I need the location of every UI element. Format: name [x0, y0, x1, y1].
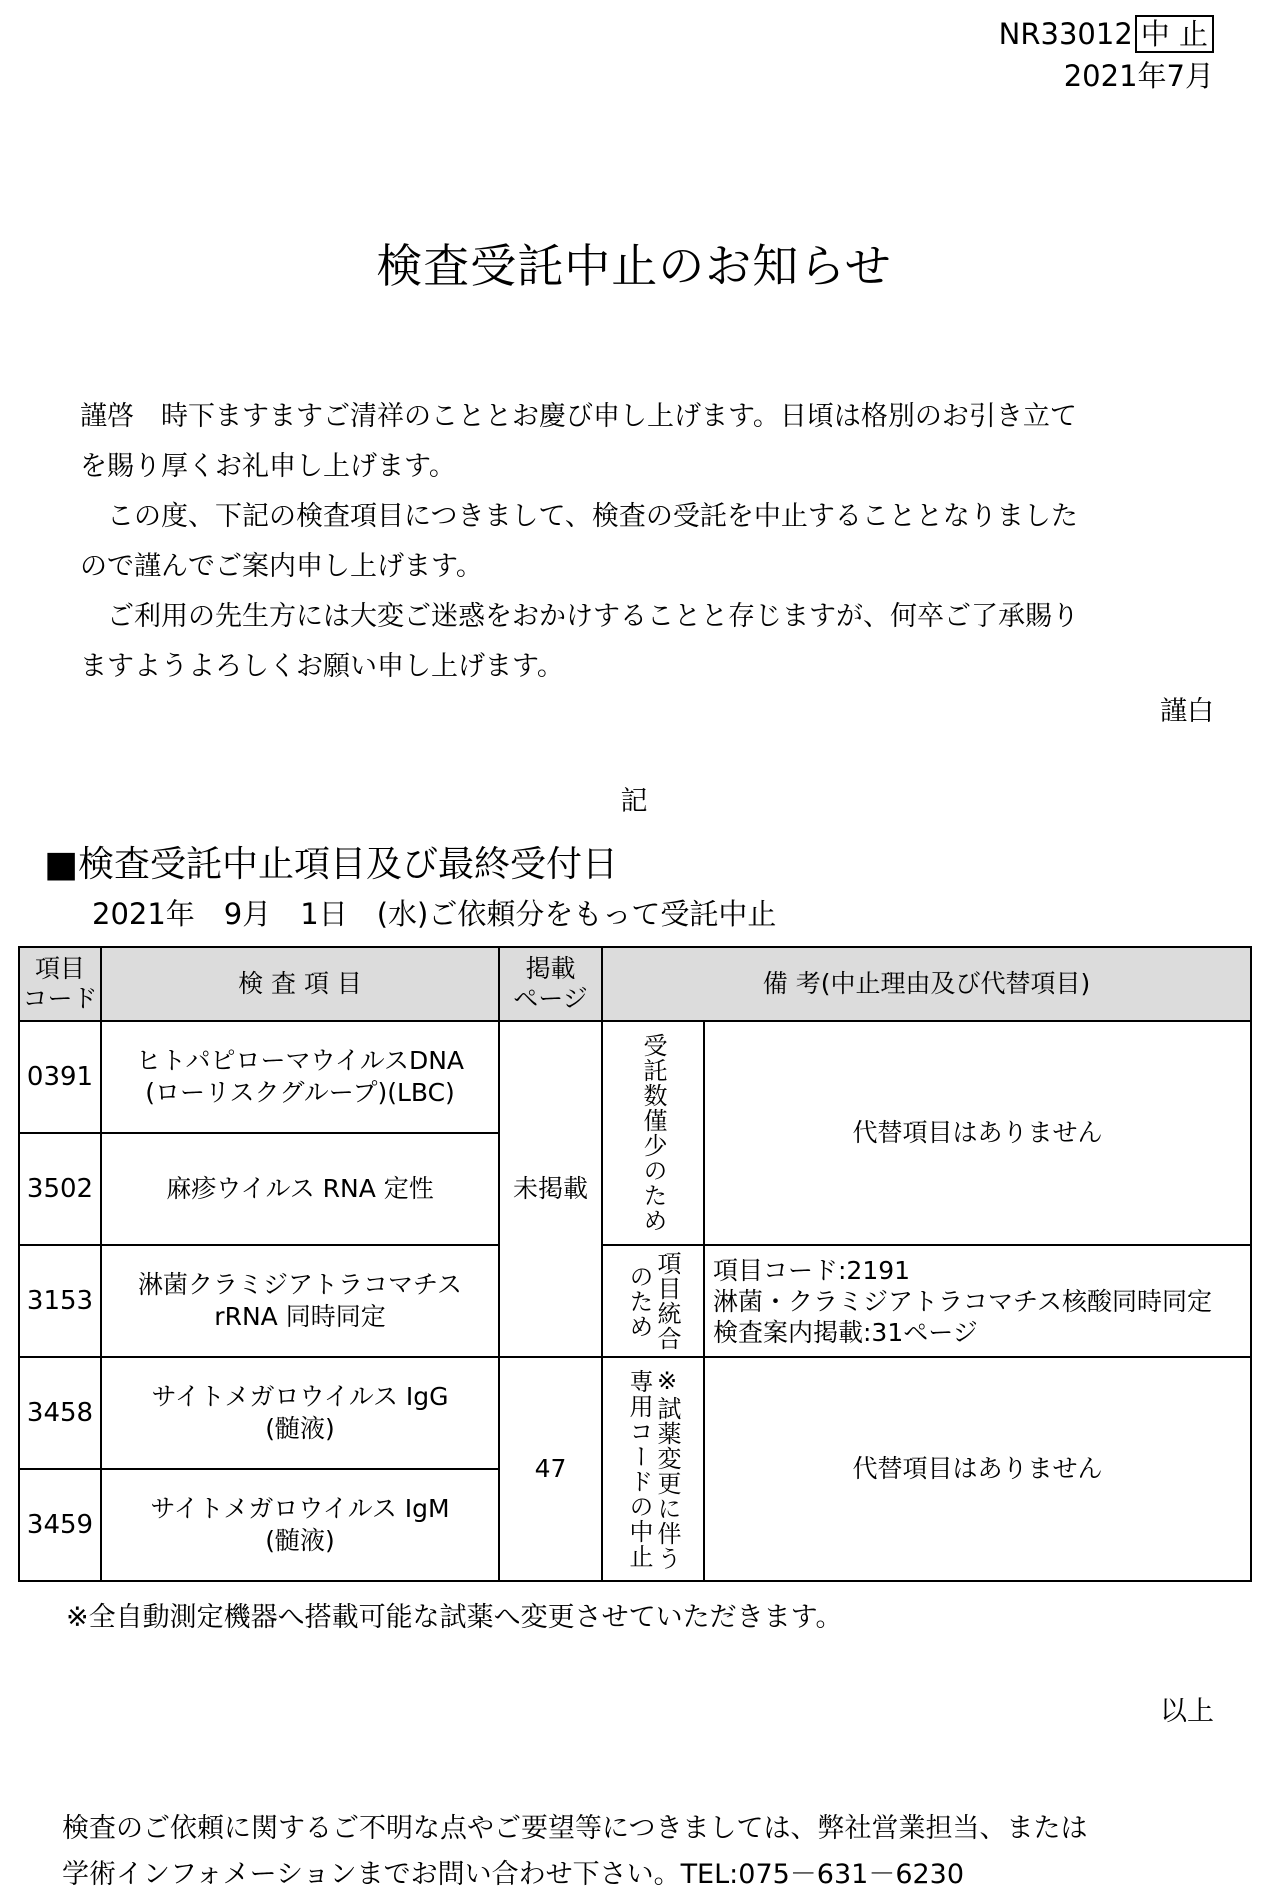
item-code: 0391	[19, 1021, 101, 1133]
table-row	[19, 1021, 1251, 1133]
body-line: 謹啓 時下ますますご清祥のこととお慶び申し上げます。日頃は格別のお引き立て	[80, 401, 1077, 432]
section-heading: ■検査受託中止項目及び最終受付日	[44, 844, 619, 885]
table-header-row	[19, 947, 1251, 1021]
item-name: サイトメガロウイルス IgM (髄液)	[101, 1469, 499, 1581]
status-badge: 中 止	[1135, 15, 1214, 53]
alternative-cell: 代替項目はありません	[704, 1357, 1251, 1581]
item-code: 3459	[19, 1469, 101, 1581]
body-line: ますようよろしくお願い申し上げます。	[80, 651, 564, 682]
header-test-name: 検 査 項 目	[101, 947, 499, 1021]
page-title: 検査受託中止のお知らせ	[376, 239, 892, 293]
closing-word: 謹白	[1160, 696, 1214, 727]
footnote: ※全自動測定機器へ搭載可能な試薬へ変更させていただきます。	[66, 1602, 843, 1633]
header-page: 掲載 ページ	[499, 947, 602, 1021]
table-row	[19, 1245, 1251, 1357]
alternative-cell: 代替項目はありません	[704, 1021, 1251, 1245]
item-name: 麻疹ウイルス RNA 定性	[101, 1133, 499, 1245]
header-remarks: 備 考(中止理由及び代替項目)	[602, 947, 1251, 1021]
item-name: サイトメガロウイルス IgG (髄液)	[101, 1357, 499, 1469]
body-line: ご利用の先生方には大変ご迷惑をおかけすることと存じますが、何卒ご了承賜り	[80, 601, 1079, 632]
contact-line: 検査のご依頼に関するご不明な点やご要望等につきましては、弊社営業担当、または	[62, 1813, 1088, 1844]
reason-cell: ※試薬変更に伴う専用コードの中止	[602, 1357, 704, 1581]
page-cell: 47	[499, 1357, 602, 1581]
deadline-text: 2021年 9月 1日 (水)ご依頼分をもって受託中止	[92, 897, 777, 931]
document-number	[999, 16, 1214, 52]
header-code: 項目 コード	[19, 947, 101, 1021]
table-row	[19, 1357, 1251, 1469]
contact-line: 学術インフォメーションまでお問い合わせ下さい。TEL:075－631－6230	[62, 1859, 965, 1890]
letter-body	[80, 392, 1200, 692]
item-code: 3458	[19, 1357, 101, 1469]
discontinued-items-table	[18, 946, 1252, 1582]
body-line: ので謹んでご案内申し上げます。	[80, 551, 483, 582]
reason-cell: 項目統合のため	[602, 1245, 704, 1357]
contact-info	[62, 1806, 1087, 1898]
item-name: 淋菌クラミジアトラコマチス rRNA 同時同定	[101, 1245, 499, 1357]
item-code: 3153	[19, 1245, 101, 1357]
issue-date: 2021年7月	[1063, 59, 1214, 93]
alternative-cell: 項目コード:2191 淋菌・クラミジアトラコマチス核酸同時同定 検査案内掲載:31ページ	[704, 1245, 1251, 1357]
item-name: ヒトパピローマウイルスDNA (ローリスクグループ)(LBC)	[101, 1021, 499, 1133]
body-line: を賜り厚くお礼申し上げます。	[80, 451, 456, 482]
body-line: この度、下記の検査項目につきまして、検査の受託を中止することとなりました	[80, 501, 1078, 532]
page-cell: 未掲載	[499, 1021, 602, 1357]
reason-cell: 受託数僅少のため	[602, 1021, 704, 1245]
end-mark: 以上	[1160, 1696, 1214, 1727]
document-code: NR33012	[998, 17, 1133, 51]
item-code: 3502	[19, 1133, 101, 1245]
ki-mark: 記	[620, 786, 648, 817]
